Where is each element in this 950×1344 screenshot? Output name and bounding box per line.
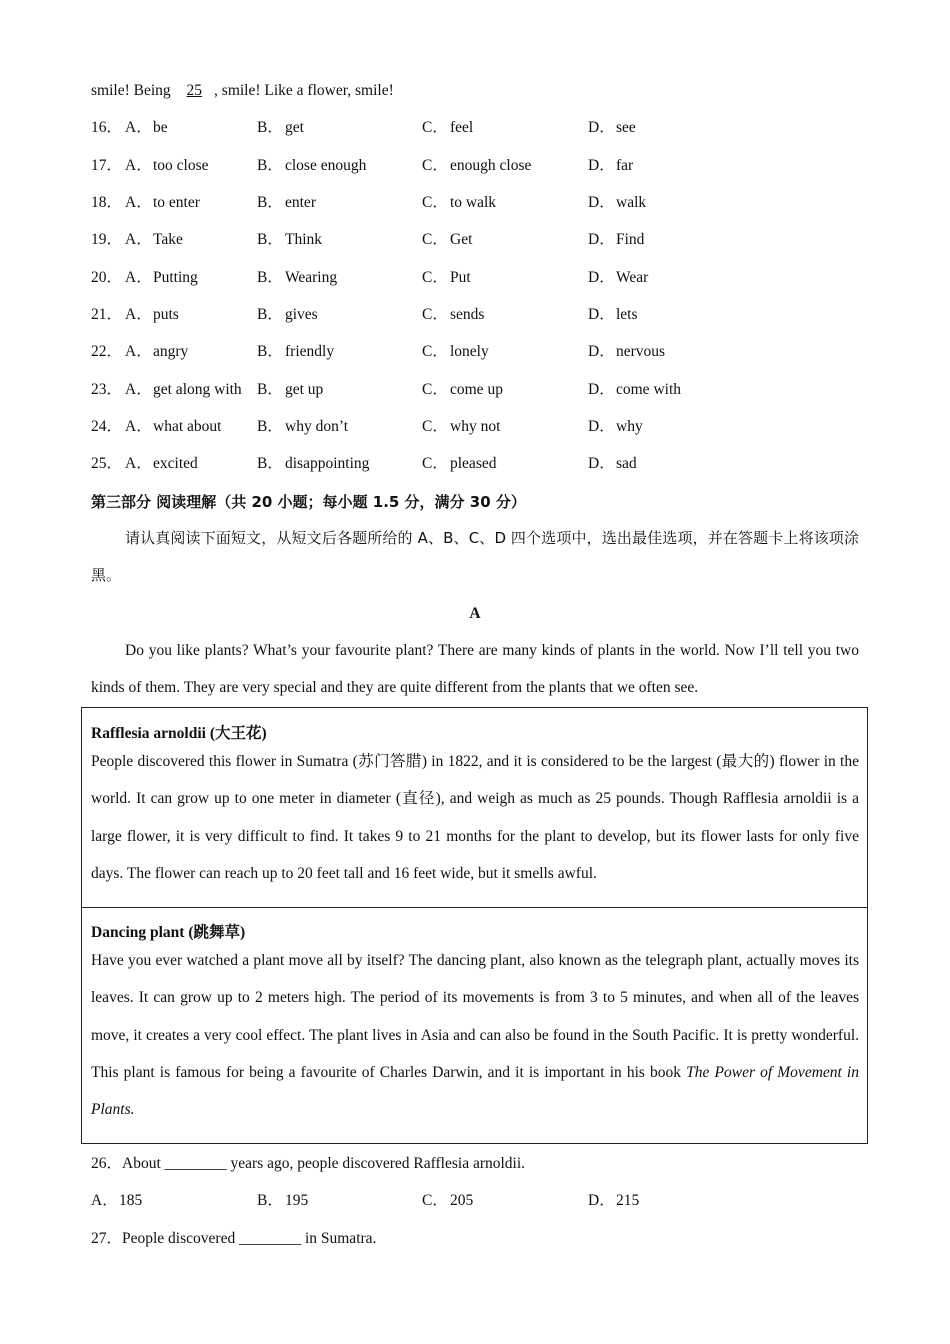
question-number: 24． bbox=[91, 418, 123, 435]
cloze-last-line bbox=[91, 81, 861, 101]
plant-box-dancing bbox=[81, 907, 868, 1144]
option-d: D．nervous bbox=[588, 343, 666, 360]
option-b: B． Think bbox=[257, 231, 323, 248]
option-c: C． to walk bbox=[422, 194, 497, 211]
option-b: B． disappointing bbox=[257, 455, 370, 472]
box-title: Rafflesia arnoldii (大王花) bbox=[91, 725, 267, 742]
option-d: D．Find bbox=[588, 231, 645, 248]
option-a: A．be bbox=[125, 119, 168, 136]
option-c: C． why not bbox=[422, 418, 501, 435]
option-b: B． get up bbox=[257, 381, 324, 398]
question-27-stem: 27．People discovered ________ in Sumatra. bbox=[91, 1230, 377, 1247]
plant-box-rafflesia bbox=[81, 707, 868, 908]
section-3-instruction: 请认真阅读下面短文，从短文后各题所给的 A、B、C、D 四个选项中，选出最佳选项，并在答题卡上将该项涂黑。 bbox=[91, 529, 859, 585]
option-c: C． sends bbox=[422, 306, 485, 323]
cloze-blank-25: 25 bbox=[186, 82, 203, 99]
option-a: A．too close bbox=[125, 157, 209, 174]
option-c: C． 205 bbox=[422, 1192, 474, 1209]
passage-heading: A bbox=[469, 605, 481, 622]
option-b: B． why don’t bbox=[257, 418, 349, 435]
cloze-text-before: smile! Being bbox=[91, 82, 175, 99]
option-a: A．angry bbox=[125, 343, 189, 360]
question-number: 18． bbox=[91, 194, 123, 211]
option-b: B． friendly bbox=[257, 343, 335, 360]
question-number: 16． bbox=[91, 119, 123, 136]
option-c: C． Get bbox=[422, 231, 473, 248]
question-number: 25． bbox=[91, 455, 123, 472]
option-c: C． lonely bbox=[422, 343, 489, 360]
box-text: People discovered this flower in Sumatra (苏门答腊) in 1822, and it is considered to be the largest (最大的) flower in the world. It can grow up to one meter in diameter (直径), and weigh as much as 25 pounds. Though Rafflesia arnoldii is a large flower, it is very difficult to find. It takes 9 to 21 months for the plant to develop, but its flower lasts for only five days. The flower can reach up to 20 feet tall and 16 feet wide, but it smells awful. bbox=[91, 753, 859, 882]
option-c: C． Put bbox=[422, 269, 471, 286]
option-c: C． come up bbox=[422, 381, 503, 398]
option-b: B． Wearing bbox=[257, 269, 338, 286]
option-d: D．lets bbox=[588, 306, 638, 323]
option-b: B． gives bbox=[257, 306, 318, 323]
option-a: A．Take bbox=[125, 231, 183, 248]
option-a: A．what about bbox=[125, 418, 222, 435]
question-26-stem: 26．About ________ years ago, people discovered Rafflesia arnoldii. bbox=[91, 1155, 526, 1172]
option-a: A．excited bbox=[125, 455, 198, 472]
box-text-body: Have you ever watched a plant move all by itself? The dancing plant, also known as the telegraph plant, actually moves its leaves. It can grow up to 2 meters high. The period of its movements is from 3 to 5 minutes, and when all of the leaves move, it creates a very cool effect. The plant lives in Asia and can also be found in the South Pacific. It is pretty wonderful. This plant is famous for being a favourite of Charles Darwin, and it is important in his book bbox=[91, 952, 859, 1081]
option-d: D．215 bbox=[588, 1192, 640, 1209]
section-3-title: 第三部分 阅读理解（共 20 小题；每小题 1.5 分，满分 30 分） bbox=[91, 493, 526, 511]
option-d: D．Wear bbox=[588, 269, 649, 286]
box-title: Dancing plant (跳舞草) bbox=[91, 924, 246, 941]
option-b: B． close enough bbox=[257, 157, 367, 174]
question-number: 20． bbox=[91, 269, 123, 286]
option-d: D．see bbox=[588, 119, 636, 136]
option-b: B． get bbox=[257, 119, 304, 136]
question-number: 22． bbox=[91, 343, 123, 360]
option-d: D．come with bbox=[588, 381, 681, 398]
passage-intro: Do you like plants? What’s your favourite plant? There are many kinds of plants in the world. Now I’ll tell you two kinds of them. They are very special and they are quite different from the plants that we often see. bbox=[91, 642, 859, 697]
option-a: A．puts bbox=[125, 306, 179, 323]
question-number: 23． bbox=[91, 381, 123, 398]
option-d: D．why bbox=[588, 418, 643, 435]
option-c: C． pleased bbox=[422, 455, 497, 472]
option-a: A．Putting bbox=[125, 269, 198, 286]
option-c: C． feel bbox=[422, 119, 474, 136]
option-c: C． enough close bbox=[422, 157, 532, 174]
question-number: 19． bbox=[91, 231, 123, 248]
cloze-text-after: , smile! Like a flower, smile! bbox=[214, 82, 394, 99]
question-number: 21． bbox=[91, 306, 123, 323]
option-a: A．to enter bbox=[125, 194, 200, 211]
option-d: D．walk bbox=[588, 194, 647, 211]
box-text bbox=[91, 942, 859, 1128]
option-d: D．sad bbox=[588, 455, 637, 472]
option-b: B． enter bbox=[257, 194, 316, 211]
option-a: A．185 bbox=[91, 1192, 143, 1209]
book-title: The Power of Movement in Plants. bbox=[91, 1063, 859, 1119]
option-a: A．get along with bbox=[125, 381, 242, 398]
question-number: 17． bbox=[91, 157, 123, 174]
option-b: B． 195 bbox=[257, 1192, 309, 1209]
option-d: D．far bbox=[588, 157, 634, 174]
